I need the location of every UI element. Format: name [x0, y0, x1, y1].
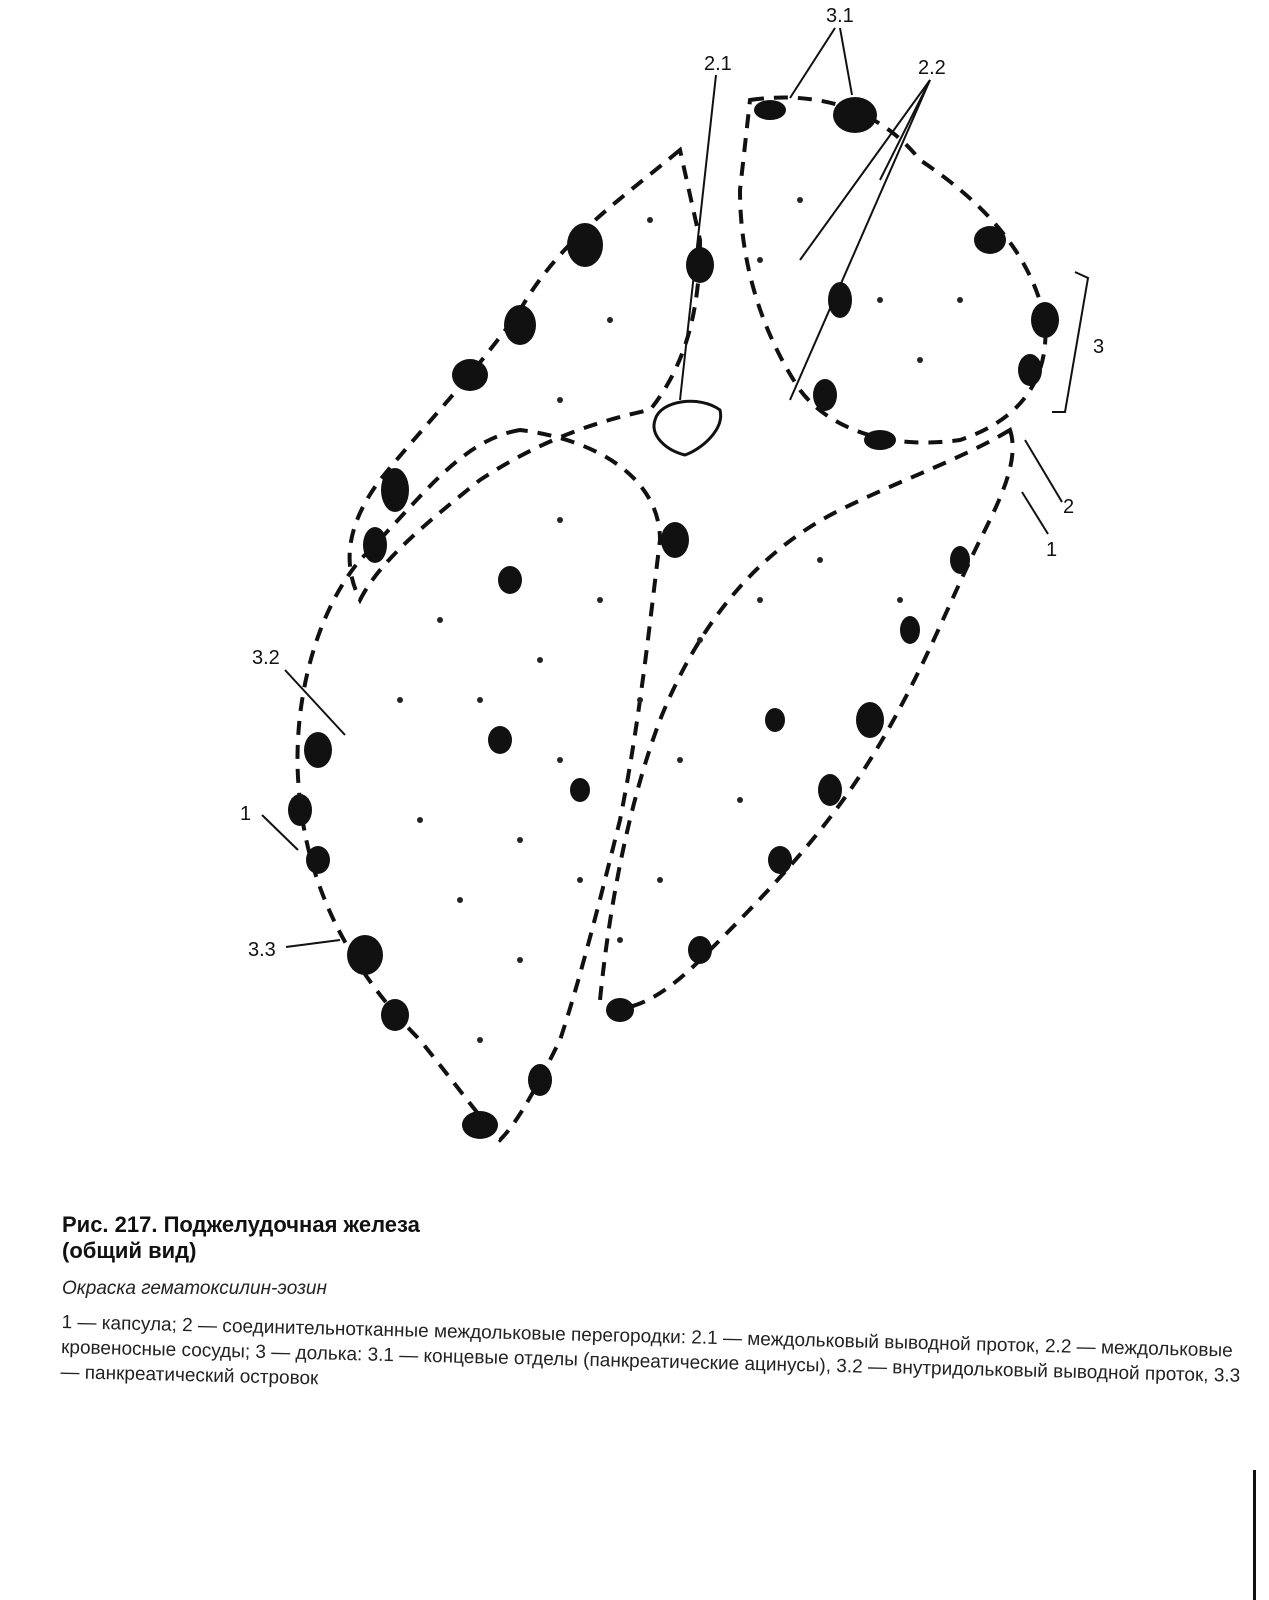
label-2-1: 2.1 — [704, 53, 732, 75]
right-lobule-outline — [600, 430, 1013, 1008]
label-1-left: 1 — [240, 803, 252, 825]
caption-legend: 1 — капсула; 2 — соединительнотканные междольковые перегородки: 2.1 — междольковый выводной проток, 2.2 — междольковые кровеносные сосуды; 3 — долька: 3.1 — концевые отделы (панкреатические ацинусы), 3.2 — внутридольковый выводной проток, 3.3 — панкреатический островок — [60, 1311, 1241, 1390]
caption-title-line1: Рис. 217. Поджелудочная железа — [62, 1212, 420, 1237]
caption-title-line2: (общий вид) — [62, 1238, 197, 1263]
label-3: 3 — [1093, 336, 1105, 358]
label-3-3: 3.3 — [248, 939, 276, 961]
label-3-1: 3.1 — [826, 5, 854, 27]
interlobular-duct — [654, 401, 721, 455]
cell-stippling — [397, 197, 963, 1043]
label-1-right: 1 — [1046, 539, 1058, 561]
upper-left-lobule-outline — [350, 150, 700, 600]
page-edge-line — [1253, 1470, 1256, 1600]
label-2-2: 2.2 — [918, 57, 946, 79]
label-2: 2 — [1063, 496, 1075, 518]
figure-caption — [60, 1212, 1242, 1390]
top-right-lobule-outline — [740, 98, 1046, 443]
caption-stain: Окраска гематоксилин-эозин — [62, 1278, 327, 1299]
caption-title — [62, 1212, 1242, 1264]
label-3-2: 3.2 — [252, 647, 280, 669]
